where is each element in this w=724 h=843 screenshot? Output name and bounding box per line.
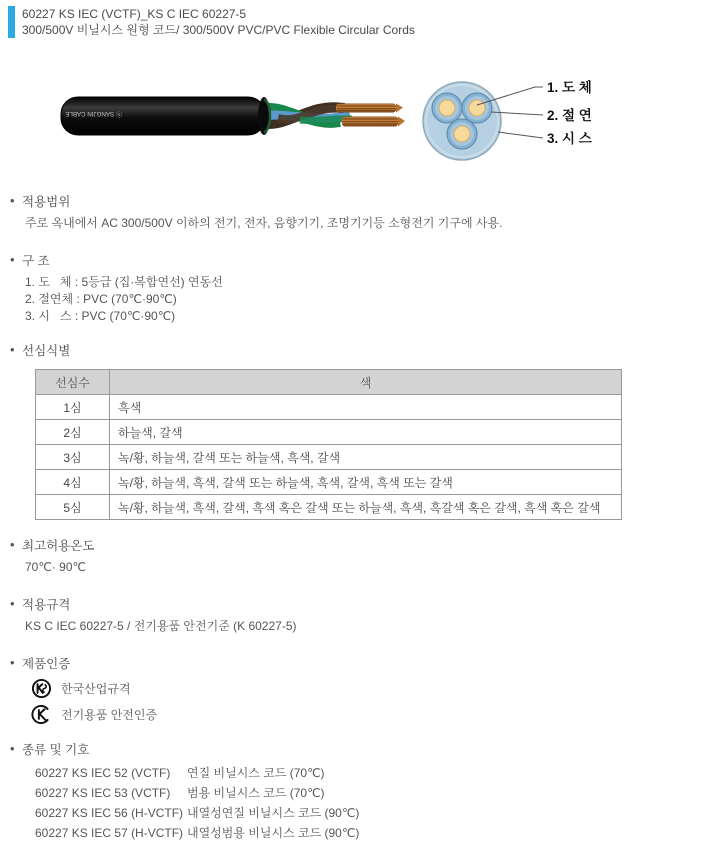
color-cell: 녹/황, 하늘색, 흑색, 갈색, 흑색 혹은 갈색 또는 하늘색, 흑색, 흑갈색 혹은 갈색, 흑색 혹은 갈색 bbox=[110, 495, 622, 520]
type-desc: 내열성연질 비닐시스 코드 (90℃) bbox=[187, 806, 360, 820]
cert-label: 한국산업규격 bbox=[61, 681, 131, 696]
color-cell: 녹/황, 하늘색, 흑색, 갈색 또는 하늘색, 흑색, 갈색, 흑색 또는 갈색 bbox=[110, 470, 622, 495]
col-header-core-count: 선심수 bbox=[36, 370, 110, 395]
product-name-title: 300/500V 비닐시스 원형 코드/ 300/500V PVC/PVC Flexible Circular Cords bbox=[22, 23, 415, 37]
type-code: 60227 KS IEC 57 (H-VCTF) bbox=[35, 826, 184, 840]
table-row bbox=[36, 420, 622, 445]
section-max-temp-title: • 최고허용온도 bbox=[22, 538, 724, 554]
table-row bbox=[36, 445, 622, 470]
section-core-colors bbox=[22, 343, 724, 520]
section-certification-title: • 제품인증 bbox=[22, 656, 724, 672]
ks-mark-icon bbox=[31, 678, 52, 699]
type-row bbox=[35, 803, 724, 823]
section-core-colors-title: • 선심식별 bbox=[22, 343, 724, 359]
cable-product-image bbox=[60, 94, 405, 140]
type-code: 60227 KS IEC 53 (VCTF) bbox=[35, 786, 171, 800]
core-count-cell: 5심 bbox=[36, 495, 110, 520]
section-max-temp bbox=[22, 538, 724, 576]
type-row bbox=[35, 823, 724, 843]
section-standard-title: • 적용규격 bbox=[22, 597, 724, 613]
cable-brand-text: Ⓢ SANGJIN CABLE bbox=[65, 110, 122, 117]
core-count-cell: 3심 bbox=[36, 445, 110, 470]
type-desc: 연질 비닐시스 코드 (70℃) bbox=[187, 766, 325, 780]
cross-section-diagram bbox=[415, 70, 715, 180]
section-standard-body: KS C IEC 60227-5 / 전기용품 안전기준 (K 60227-5) bbox=[25, 619, 297, 633]
header-accent-bar bbox=[8, 6, 15, 38]
section-types bbox=[22, 742, 724, 843]
structure-item: 1. 도 체 : 5등급 (집·복합연선) 연동선 bbox=[25, 275, 223, 289]
type-desc: 내열성범용 비닐시스 코드 (90℃) bbox=[187, 826, 360, 840]
section-standard bbox=[22, 597, 724, 635]
core-count-cell: 1심 bbox=[36, 395, 110, 420]
kc-safety-mark-icon bbox=[31, 704, 52, 725]
table-row bbox=[36, 395, 622, 420]
type-code: 60227 KS IEC 52 (VCTF) bbox=[35, 766, 171, 780]
section-structure bbox=[22, 253, 724, 325]
color-cell: 녹/황, 하늘색, 갈색 또는 하늘색, 흑색, 갈색 bbox=[110, 445, 622, 470]
cable-jacket bbox=[61, 97, 270, 135]
core-count-cell: 2심 bbox=[36, 420, 110, 445]
hero-area bbox=[0, 42, 724, 194]
color-cell: 흑색 bbox=[110, 395, 622, 420]
type-desc: 범용 비닐시스 코드 (70℃) bbox=[187, 786, 325, 800]
cert-item-safety bbox=[31, 703, 724, 725]
type-row bbox=[35, 763, 724, 783]
col-header-color: 색 bbox=[110, 370, 622, 395]
spec-content bbox=[0, 194, 724, 843]
cert-item-ks bbox=[31, 677, 724, 699]
product-code-title: 60227 KS IEC (VCTF)_KS C IEC 60227-5 bbox=[22, 7, 247, 21]
diagram-label-insulation: 2. 절 연 bbox=[547, 108, 592, 123]
section-scope-body: 주로 옥내에서 AC 300/500V 이하의 전기, 전자, 음향기기, 조명기기등 소형전기 기구에 사용. bbox=[25, 216, 503, 230]
section-scope-title: • 적용범위 bbox=[22, 194, 724, 210]
table-row bbox=[36, 495, 622, 520]
core-count-cell: 4심 bbox=[36, 470, 110, 495]
section-max-temp-body: 70℃· 90℃ bbox=[25, 560, 86, 574]
cert-label: 전기용품 안전인증 bbox=[61, 707, 158, 722]
table-row bbox=[36, 470, 622, 495]
section-scope bbox=[22, 194, 724, 232]
section-certification bbox=[22, 656, 724, 725]
section-structure-title: • 구 조 bbox=[22, 253, 724, 269]
structure-item: 3. 시 스 : PVC (70℃·90℃) bbox=[25, 309, 176, 323]
type-row bbox=[35, 783, 724, 803]
structure-item: 2. 절연체 : PVC (70℃·90℃) bbox=[25, 292, 177, 306]
section-types-title: • 종류 및 기호 bbox=[22, 742, 724, 758]
type-code: 60227 KS IEC 56 (H-VCTF) bbox=[35, 806, 184, 820]
table-header-row bbox=[36, 370, 622, 395]
core-color-table bbox=[35, 369, 622, 520]
diagram-label-conductor: 1. 도 체 bbox=[547, 80, 592, 95]
color-cell: 하늘색, 갈색 bbox=[110, 420, 622, 445]
diagram-label-sheath: 3. 시 스 bbox=[547, 131, 592, 146]
page-header bbox=[0, 0, 724, 42]
